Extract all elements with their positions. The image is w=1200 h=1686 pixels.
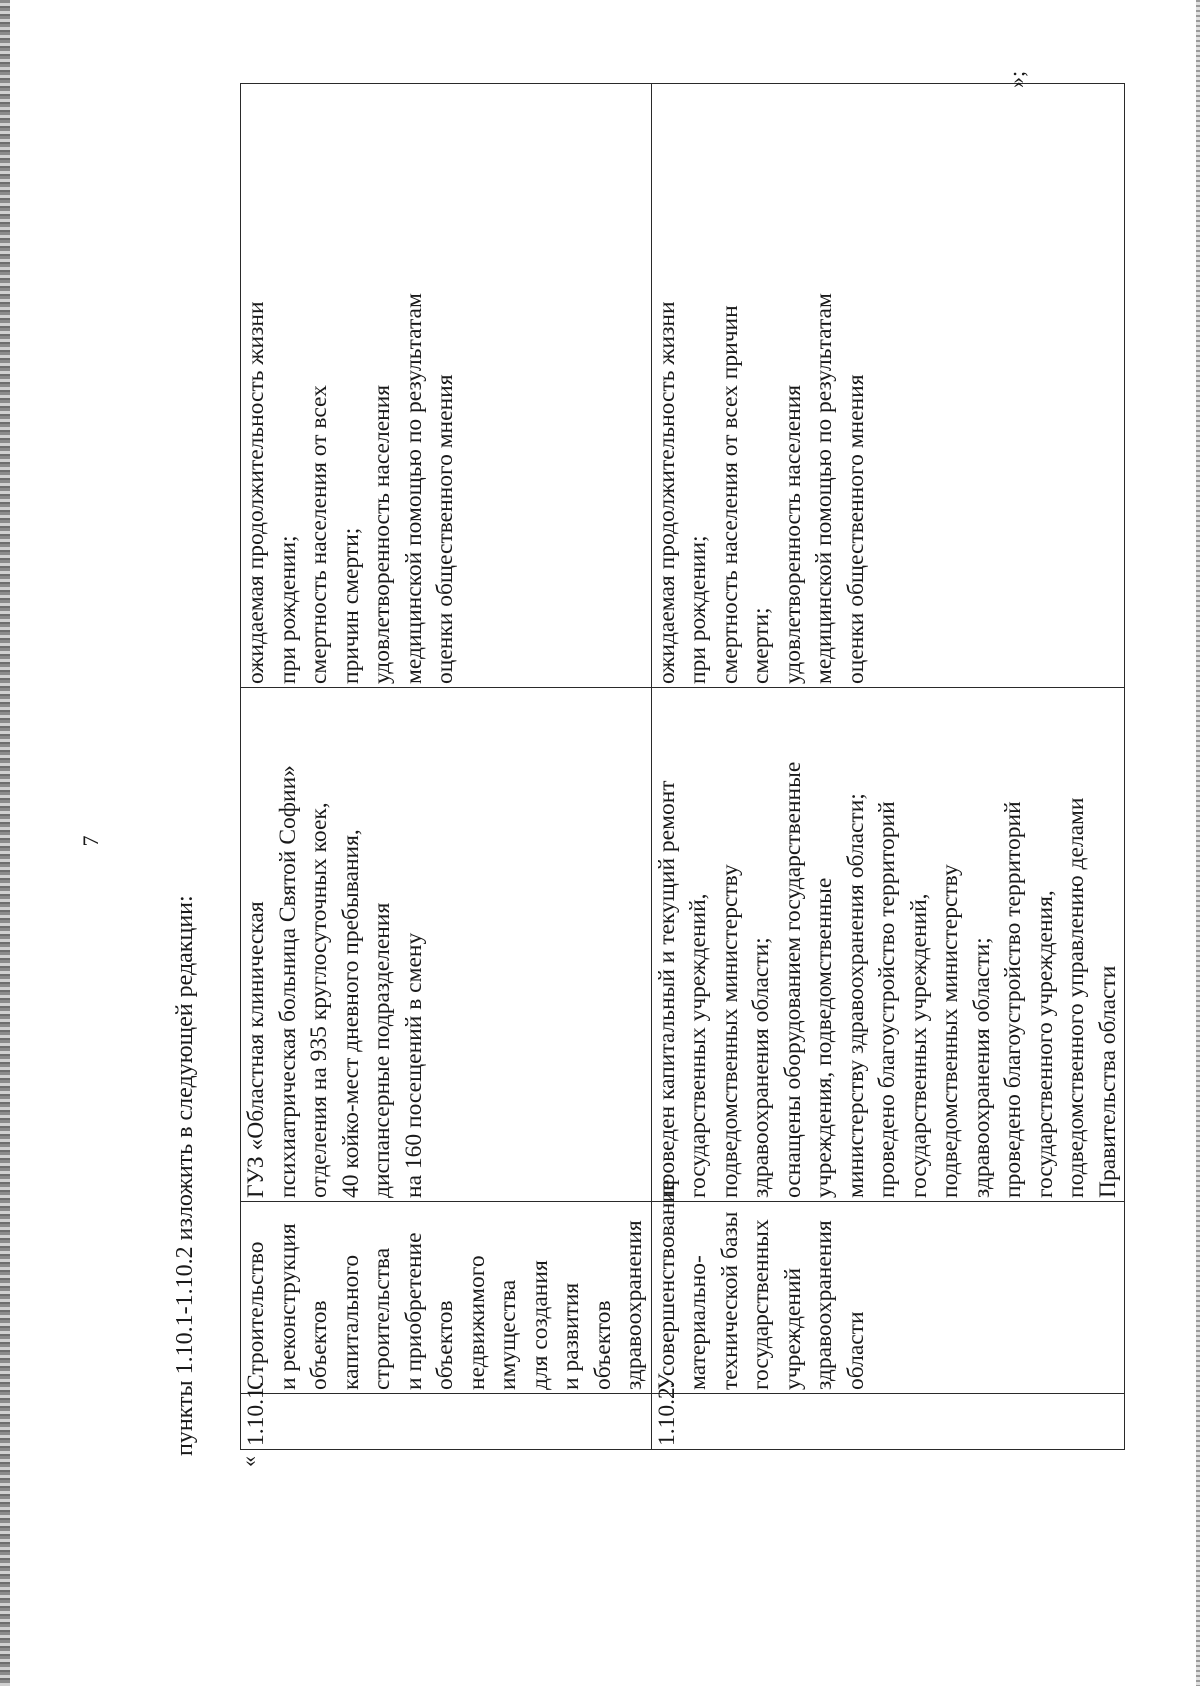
item-number: 1.10.2. [651, 1394, 1125, 1450]
table-row [241, 84, 652, 1450]
amendment-intro: пункты 1.10.1-1.10.2 изложить в следующей редакции: [172, 895, 198, 1456]
item-name: Усовершенствование материально- технической базы государственных учреждений здравоохранения области [651, 1202, 1125, 1394]
table-row [651, 84, 1125, 1450]
item-number: 1.10.1. [241, 1394, 652, 1450]
item-activities: проведен капитальный и текущий ремонт государственных учреждений, подведомственных министерству здравоохранения области; оснащены оборудованием государственные учреждения, подведомственные министерству здравоохранения области; проведено благоустройство территорий государственных учреждений, подведомственных министерству здравоохранения области; проведено благоустройство территорий государственного учреждения, подведомственного управлению делами Правительства области [651, 688, 1125, 1202]
item-name: Строительство и реконструкция объектов капитального строительства и приобретение объектов недвижимого имущества для создания и развития объектов здравоохранения [241, 1202, 652, 1394]
item-activities: ГУЗ «Областная клиническая психиатрическая больница Святой Софии» отделения на 935 круглосуточных коек, 40 койко-мест дневного пребывания, диспансерные подразделения на 160 посещений в смену [241, 688, 652, 1202]
closing-quote: »; [1004, 70, 1029, 88]
item-indicators: ожидаемая продолжительность жизни при рождении; смертность населения от всех причин смерти; удовлетворенность населения медицинской помощью по результатам оценки общественного мнения [651, 84, 1125, 688]
amendment-table [240, 83, 1125, 1450]
page-number: 7 [78, 835, 103, 847]
opening-quote: « [236, 1456, 261, 1467]
item-indicators: ожидаемая продолжительность жизни при рождении; смертность населения от всех причин смерти; удовлетворенность населения медицинской помощью по результатам оценки общественного мнения [241, 84, 652, 688]
